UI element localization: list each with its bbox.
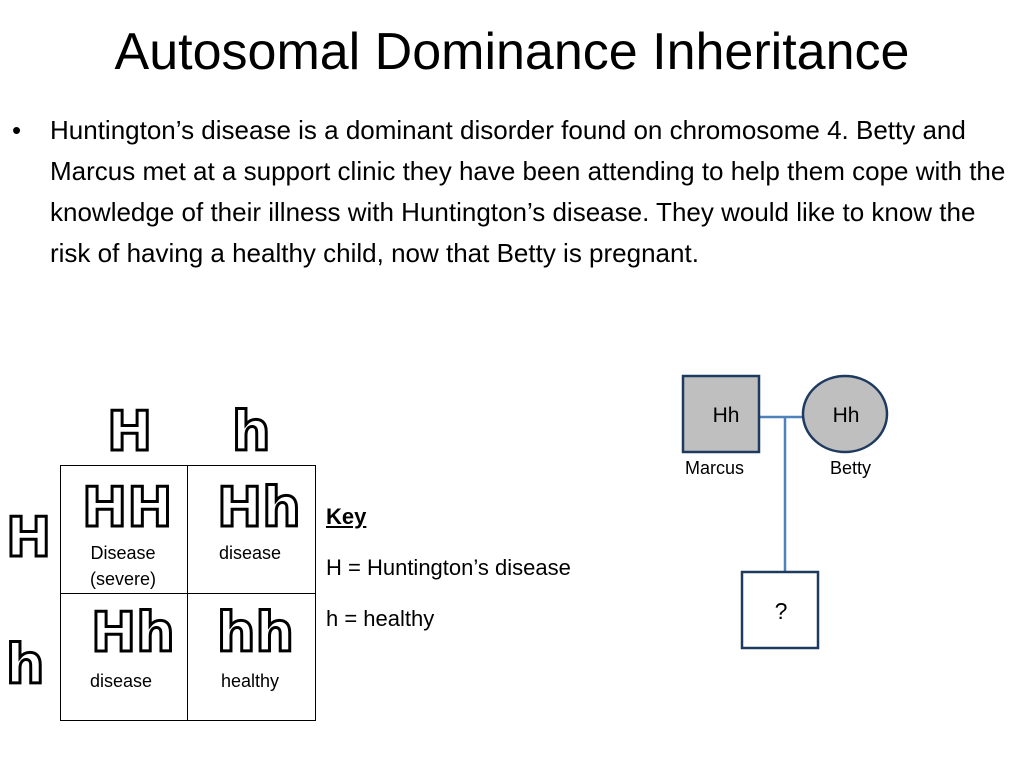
pedigree-chart bbox=[660, 360, 910, 660]
row-allele-2: h bbox=[6, 633, 45, 696]
father-genotype: Hh bbox=[712, 404, 740, 427]
column-allele-2: h bbox=[232, 400, 271, 463]
bullet-dot-icon: • bbox=[12, 115, 22, 145]
page-title: Autosomal Dominance Inheritance bbox=[114, 23, 910, 81]
cell-label-disease-severe bbox=[62, 540, 184, 592]
bullet-text: Huntington’s disease is a dominant disorder found on chromosome 4. Betty and Marcus met at a support clinic they have been attending to help them cope with the knowledge of their illness with Huntington’s disease. They would like to know the risk of having a healthy child, now that Betty is pregnant. bbox=[50, 115, 1006, 268]
cell-genotype-hh-hetero-top: Hh bbox=[217, 476, 301, 539]
mother-name: Betty bbox=[830, 458, 872, 478]
cell-label-healthy: healthy bbox=[220, 671, 280, 691]
key-title: Key bbox=[326, 504, 367, 529]
cell-genotype-hh-recessive: hh bbox=[217, 601, 294, 664]
grid-divider-horizontal bbox=[60, 593, 316, 594]
column-allele-1: H bbox=[107, 400, 153, 463]
cell-label-disease: disease bbox=[89, 671, 153, 691]
bullet-paragraph bbox=[12, 110, 1017, 320]
cell-label-disease: disease bbox=[218, 543, 282, 563]
cell-label-line2: (severe) bbox=[89, 569, 156, 589]
key-line-dominant: H = Huntington’s disease bbox=[326, 555, 571, 580]
cell-label-line1: Disease bbox=[90, 543, 156, 563]
cell-genotype-hh-dominant: HH bbox=[82, 476, 173, 539]
cell-genotype-hh-hetero-bottom: Hh bbox=[91, 601, 175, 664]
row-allele-1: H bbox=[6, 506, 52, 569]
father-name: Marcus bbox=[685, 458, 745, 478]
child-unknown-symbol: ? bbox=[774, 598, 788, 624]
key-line-recessive: h = healthy bbox=[326, 606, 435, 631]
mother-genotype: Hh bbox=[832, 404, 860, 427]
